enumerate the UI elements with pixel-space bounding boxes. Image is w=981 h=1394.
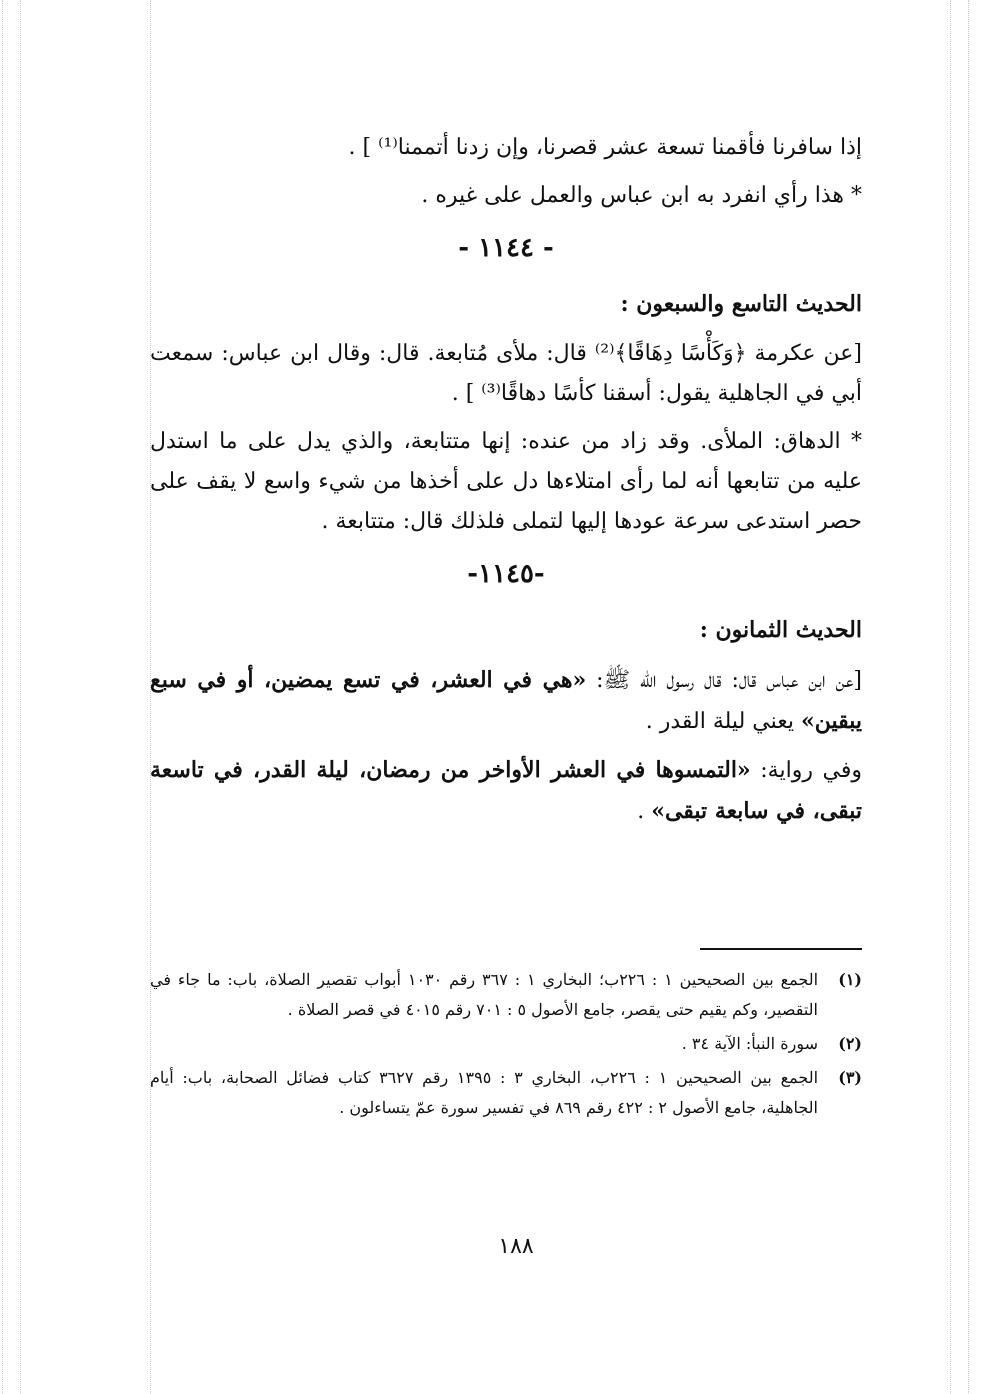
paragraph-top: إذا سافرنا فأقمنا تسعة عشر قصرنا، وإن زدنا أتممنا⁽¹⁾ ] . [348,135,862,160]
scan-guide-line [968,0,969,1394]
footnotes [150,965,862,1127]
riwaya-text [150,750,862,832]
footnote [150,1029,862,1059]
hadith-number: - ١١٤٤ - [458,233,554,263]
footnote-text: الجمع بين الصحيحين ١ : ٢٢٦ب، البخاري ٣ : ١٣٩٥ رقم ٣٦٢٧ كتاب فضائل الصحابة، باب: أيام الجاهلية، جامع الأصول ٢ : ٤٢٢ رقم ٨٦٩ في تفسير سورة عمّ يتساءلون . [150,1068,819,1117]
footnote [150,965,862,1025]
page-number: ١٨٨ [498,1234,534,1259]
footnote-number: (٢) [838,1034,862,1053]
hadith-number: -١١٤٥- [467,559,545,589]
hadith-heading: الحديث الثمانون : [699,617,862,643]
scan-guide-line [2,0,3,1394]
footnote-number: (٣) [838,1068,862,1087]
hadith-quote: «هي في العشر، في تسع يمضين، أو في سبع يبقين» [150,667,862,734]
footnote-separator [700,948,862,950]
riwaya-quote: «التمسوها في العشر الأواخر من رمضان، ليلة القدر، في تاسعة تبقى، في سابعة تبقى» [150,757,862,824]
commentary-note: * هذا رأي انفرد به ابن عباس والعمل على غيره . [421,183,862,208]
footnote-text: سورة النبأ: الآية ٣٤ . [681,1034,818,1053]
footnote [150,1063,862,1123]
hadith-intro: [عن ابن عباس قال: قال رسول الله ﷺ: [586,668,862,693]
footnote-text: الجمع بين الصحيحين ١ : ٢٢٦ب؛ البخاري ١ : ٣٦٧ رقم ١٠٣٠ أبواب تقصير الصلاة، باب: ما جاء في التقصير، وكم يقيم حتى يقصر، جامع الأصول ٥ : ٧٠١ رقم ٤٠١٥ في قصر الصلاة . [150,970,819,1019]
hadith-text [150,660,862,742]
riwaya-intro: وفي رواية: [750,758,863,783]
hadith-end: يعني ليلة القدر . [645,709,801,734]
footnote-number: (١) [838,970,862,989]
commentary-note: * الدهاق: الملأى. وقد زاد من عنده: إنها متتابعة، والذي يدل على ما استدل عليه من تتابعها أنه لما رأى امتلاءها دل على أخذها من شيء واسع لا يقف على حصر استدعى سرعة عودها إليها لتملى فلذلك قال: متتابعة . [150,429,862,534]
riwaya-end: . [637,799,652,824]
hadith-heading: الحديث التاسع والسبعون : [620,291,862,317]
main-text [150,128,862,840]
scan-guide-line [950,0,951,1394]
scan-guide-line [20,0,21,1394]
hadith-text: [عن عكرمة ﴿وَكَأْسًا دِهَاقًا﴾⁽²⁾ قال: ملأى مُتابعة. قال: وقال ابن عباس: سمعت أبي في الجاهلية يقول: أسقنا كأسًا دهاقًا⁽³⁾ ] . [150,341,863,406]
